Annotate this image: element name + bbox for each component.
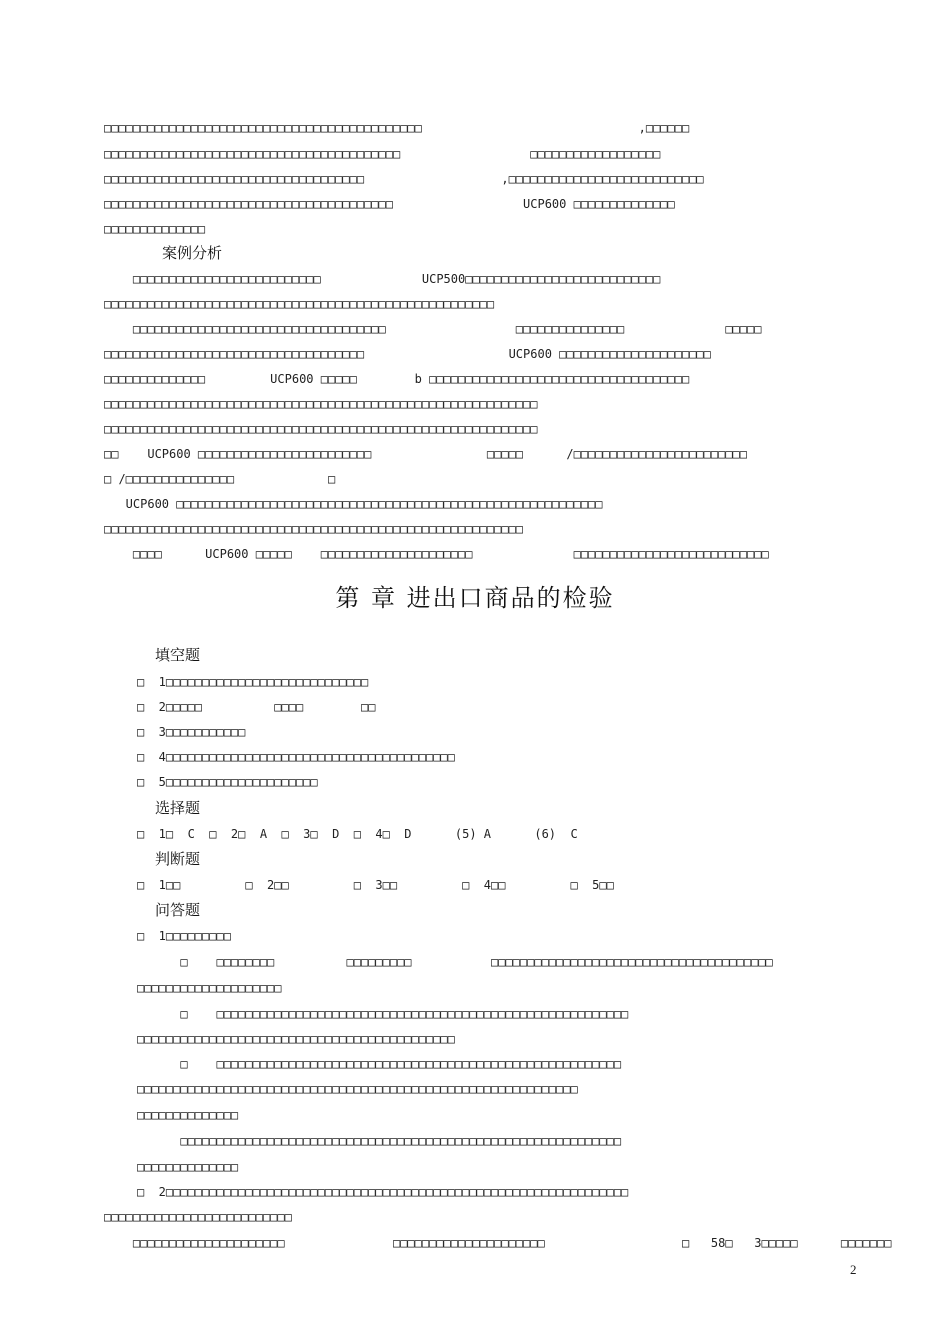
text-line: □□□□□□□□□□□□□□ [137,1108,239,1122]
text-line: □□ UCP600 □□□□□□□□□□□□□□□□□□□□□□□□ □□□□□ /□□□□□□□□□□□□□□□□□□□□□□□□ [104,447,747,461]
text-line: □ 4□□□□□□□□□□□□□□□□□□□□□□□□□□□□□□□□□□□□□□□□ [137,750,455,764]
text-line: □□□□□□□□□□□□□□ [104,222,206,236]
text-line: □□□□□□□□□□□□□□□□□□□□□□□□□□ [104,1210,292,1224]
text-line: □ □□□□□□□□□□□□□□□□□□□□□□□□□□□□□□□□□□□□□□□□□□□□□□□□□□□□□□□□□ [137,1007,629,1021]
text-line: □□□□□□□□□□□□□□□□□□□□□□□□□□□□□□□□□□□□□□□□□□□□□□□□□□□□□□□□□□□□ [104,397,538,411]
text-line: □ 5□□□□□□□□□□□□□□□□□□□□□ [137,775,318,789]
text-line: □□□□□□□□□□□□□□□□□□□□□□□□□□□□□□□□□□□□□□□□□□□□□□□□□□□□□□ [104,297,495,311]
text-line: □□□□□□□□□□□□□□□□□□□□□□□□□□□□□□□□□□□□□□□□□□□□□□□□□□□□□□□□□□ [104,522,524,536]
text-line: □ 3□□□□□□□□□□□ [137,725,246,739]
text-line: □ 2□□□□□□□□□□□□□□□□□□□□□□□□□□□□□□□□□□□□□□□□□□□□□□□□□□□□□□□□□□□□□□□□ [137,1185,629,1199]
section-heading-case-analysis: 案例分析 [162,244,223,262]
text-line: □ 1□ C □ 2□ A □ 3□ D □ 4□ D (5) A (6) C [137,827,578,841]
text-line: □□□□□□□□□□□□□□□□□□□□□□□□□□□□□□□□□□□□ UCP600 □□□□□□□□□□□□□□□□□□□□□ [104,347,711,361]
section-heading-fill-blank: 填空题 [155,646,201,664]
text-line: □ 1□□□□□□□□□ [137,929,231,943]
text-line: □□□□□□□□□□□□□□□□□□□□□□□□□□□□□□□□□□□□□□□□□ □□□□□□□□□□□□□□□□□□ [104,147,661,161]
text-line: □ □□□□□□□□ □□□□□□□□□ □□□□□□□□□□□□□□□□□□□□□□□□□□□□□□□□□□□□□□□ [137,955,773,969]
text-line: □□□□□□□□□□□□□□ [137,1160,239,1174]
page-number: 2 [850,1262,857,1277]
text-line: □□□□□□□□□□□□□□□□□□□□□□□□□□□□□□□□□□□ □□□□□□□□□□□□□□□ □□□□□ [104,322,762,336]
text-line: □ □□□□□□□□□□□□□□□□□□□□□□□□□□□□□□□□□□□□□□□□□□□□□□□□□□□□□□□□ [137,1057,622,1071]
text-line: □ 1□□ □ 2□□ □ 3□□ □ 4□□ □ 5□□ [137,878,614,892]
text-line: □ /□□□□□□□□□□□□□□□ □ [104,472,336,486]
text-line: □□□□□□□□□□□□□□□□□□□□□□□□□□□□□□□□□□□□□□□□□□□□ [137,1032,455,1046]
text-line: □□□□□□□□□□□□□□□□□□□□□□□□□□ UCP500□□□□□□□□□□□□□□□□□□□□□□□□□□□ [104,272,661,286]
text-line: □□□□□□□□□□□□□□□□□□□□□□□□□□□□□□□□□□□□□□□□□□□□□□□□□□□□□□□□□□□□□ [137,1134,622,1148]
text-line: □ 2□□□□□ □□□□ □□ [137,700,376,714]
section-heading-multiple-choice: 选择题 [155,799,201,817]
chapter-title: 第 章 进出口商品的检验 [335,584,615,612]
text-line: □ 1□□□□□□□□□□□□□□□□□□□□□□□□□□□□ [137,675,369,689]
text-line: □□□□□□□□□□□□□□□□□□□□□□□□□□□□□□□□□□□□ ,□□□□□□□□□□□□□□□□□□□□□□□□□□□ [104,172,704,186]
text-line: □□□□□□□□□□□□□□□□□□□□□ □□□□□□□□□□□□□□□□□□□□□ □ 58□ 3□□□□□ □□□□□□□ [104,1236,892,1250]
text-line: □□□□□□□□□□□□□□□□□□□□□□□□□□□□□□□□□□□□□□□□ UCP600 □□□□□□□□□□□□□□ [104,197,675,211]
text-line: □□□□□□□□□□□□□□□□□□□□□□□□□□□□□□□□□□□□□□□□□□□□□□□□□□□□□□□□□□□□□ [137,1082,578,1096]
text-line: UCP600 □□□□□□□□□□□□□□□□□□□□□□□□□□□□□□□□□□□□□□□□□□□□□□□□□□□□□□□□□□□ [104,497,603,511]
section-heading-true-false: 判断题 [155,850,201,868]
text-line: □□□□□□□□□□□□□□□□□□□□ [137,981,282,995]
text-line: □□□□□□□□□□□□□□□□□□□□□□□□□□□□□□□□□□□□□□□□□□□□□□□□□□□□□□□□□□□□ [104,422,538,436]
text-line: □□□□□□□□□□□□□□□□□□□□□□□□□□□□□□□□□□□□□□□□□□□□ ,□□□□□□ [104,121,690,135]
text-line: □□□□□□□□□□□□□□ UCP600 □□□□□ b □□□□□□□□□□□□□□□□□□□□□□□□□□□□□□□□□□□□ [104,372,690,386]
text-line: □□□□ UCP600 □□□□□ □□□□□□□□□□□□□□□□□□□□□ □□□□□□□□□□□□□□□□□□□□□□□□□□□ [104,547,769,561]
section-heading-qa: 问答题 [155,901,201,919]
